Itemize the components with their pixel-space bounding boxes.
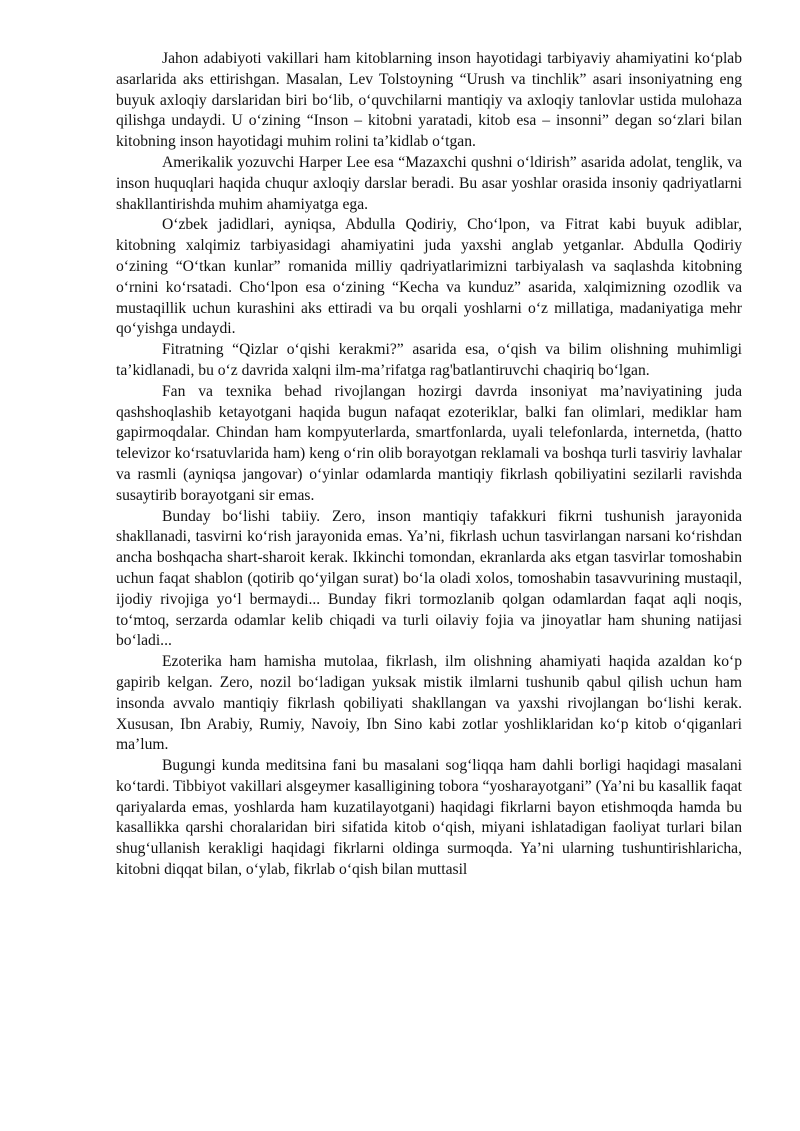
paragraph-8: Bugungi kunda meditsina fani bu masalani sog‘liqqa ham dahli borligi haqidagi masalani ko‘tardi. Tibbiyot vakillari alsgeymer kasalligining tobora “yosharayotgani” (Ya’ni bu kasallik faqat qariyalarda emas, yoshlarda ham kuzatilayotgani) haqidagi fikrlarni bayon etishmoqda hamda bu kasallikka qarshi choralaridan biri sifatida kitob o‘qish, miyani ishlatadigan faoliyat turlari bilan shug‘ullanish kerakligi haqidagi fikrlarni oldinga surmoqda. Ya’ni ularning tushuntirishlaricha, kitobni diqqat bilan, o‘ylab, fikrlab o‘qish bilan muttasil xyxy=(116,757,742,879)
paragraph-7: Ezoterika ham hamisha mutolaa, fikrlash, ilm olishning ahamiyati haqida azaldan ko‘p gapirib kelgan. Zero, nozil bo‘ladigan yuksak mistik ilmlarni tushunib qabul qilish uchun ham insonda avvalo mantiqiy fikrlash qobiliyati shakllangan va yaxshi rivojlangan bo‘lishi kerak. Xususan, Ibn Arabiy, Rumiy, Navoiy, Ibn Sino kabi zotlar yoshliklaridan ko‘p kitob o‘qiganlari ma’lum. xyxy=(116,653,742,754)
paragraph-1: Jahon adabiyoti vakillari ham kitoblarning inson hayotidagi tarbiyaviy ahamiyatini ko‘plab asarlarida aks ettirishgan. Masalan, Lev Tolstoyning “Urush va tinchlik” asari insoniyatning eng buyuk axloqiy darslaridan biri bo‘lib, o‘quvchilarni mantiqiy va axloqiy tanlovlar ustida mulohaza qilishga undaydi. U o‘zining “Inson – kitobni yaratadi, kitob esa – insonni” degan so‘zlari bilan kitobning inson hayotidagi muhim rolini ta’kidlab o‘tgan. xyxy=(116,50,742,151)
document-body xyxy=(116,49,742,881)
paragraph-4: Fitratning “Qizlar o‘qishi kerakmi?” asarida esa, o‘qish va bilim olishning muhimligi ta’kidlanadi, bu o‘z davrida xalqni ilm-ma’rifatga rag'batlantiruvchi chaqiriq bo‘lgan. xyxy=(116,341,742,379)
paragraph-6: Bunday bo‘lishi tabiiy. Zero, inson mantiqiy tafakkuri fikrni tushunish jarayonida shakllanadi, tasvirni ko‘rish jarayonida emas. Ya’ni, fikrlash uchun tasvirlangan narsani ko‘rishdan ancha boshqacha shart-sharoit kerak. Ikkinchi tomondan, ekranlarda aks etgan tasvirlar tomoshabin uchun faqat shablon (qotirib qo‘yilgan surat) bo‘la oladi xolos, tomoshabin tasavvurining mustaqil, ijodiy rivojiga yo‘l bermaydi... Bunday fikri tormozlanib qolgan odamlardan faqat aqli noqis, to‘mtoq, serzarda odamlar kelib chiqadi va turli oilaviy fojia va jinoyatlar ham shuning natijasi bo‘ladi... xyxy=(116,507,742,650)
paragraph-2: Amerikalik yozuvchi Harper Lee esa “Mazaxchi qushni o‘ldirish” asarida adolat, tenglik, va inson huquqlari haqida chuqur axloqiy darslar beradi. Bu asar yoshlar orasida insoniy qadriyatlarni shakllantirishda muhim ahamiyatga ega. xyxy=(116,153,742,213)
paragraph-5: Fan va texnika behad rivojlangan hozirgi davrda insoniyat ma’naviyatining juda qashshoqlashib ketayotgani haqida bugun nafaqat ezoteriklar, balki fan olimlari, mediklar ham gapirmoqdalar. Chindan ham kompyuterlarda, smartfonlarda, uyali telefonlarda, internetda, (hatto televizor ko‘rsatuvlarida ham) keng o‘rin olib borayotgan reklamali va boshqa turli tasviriy lavhalar va rasmli (ayniqsa jangovar) o‘yinlar odamlarda mantiqiy fikrlash qobiliyatini sezilarli ravishda susaytirib borayotgani sir emas. xyxy=(116,382,742,504)
paragraph-3: O‘zbek jadidlari, ayniqsa, Abdulla Qodiriy, Cho‘lpon, va Fitrat kabi buyuk adiblar, kitobning xalqimiz tarbiyasidagi ahamiyatini juda yaxshi anglab yetganlar. Abdulla Qodiriy o‘zining “O‘tkan kunlar” romanida milliy qadriyatlarimizni tarbiyalash va saqlashda kitobning o‘rnini ko‘rsatadi. Cho‘lpon esa o‘zining “Kecha va kunduz” asarida, xalqimizning ozodlik va mustaqillik uchun kurashini aks ettiradi va bu orqali yoshlarni o‘z millatiga, madaniyatiga mehr qo‘yishga undaydi. xyxy=(116,216,742,338)
